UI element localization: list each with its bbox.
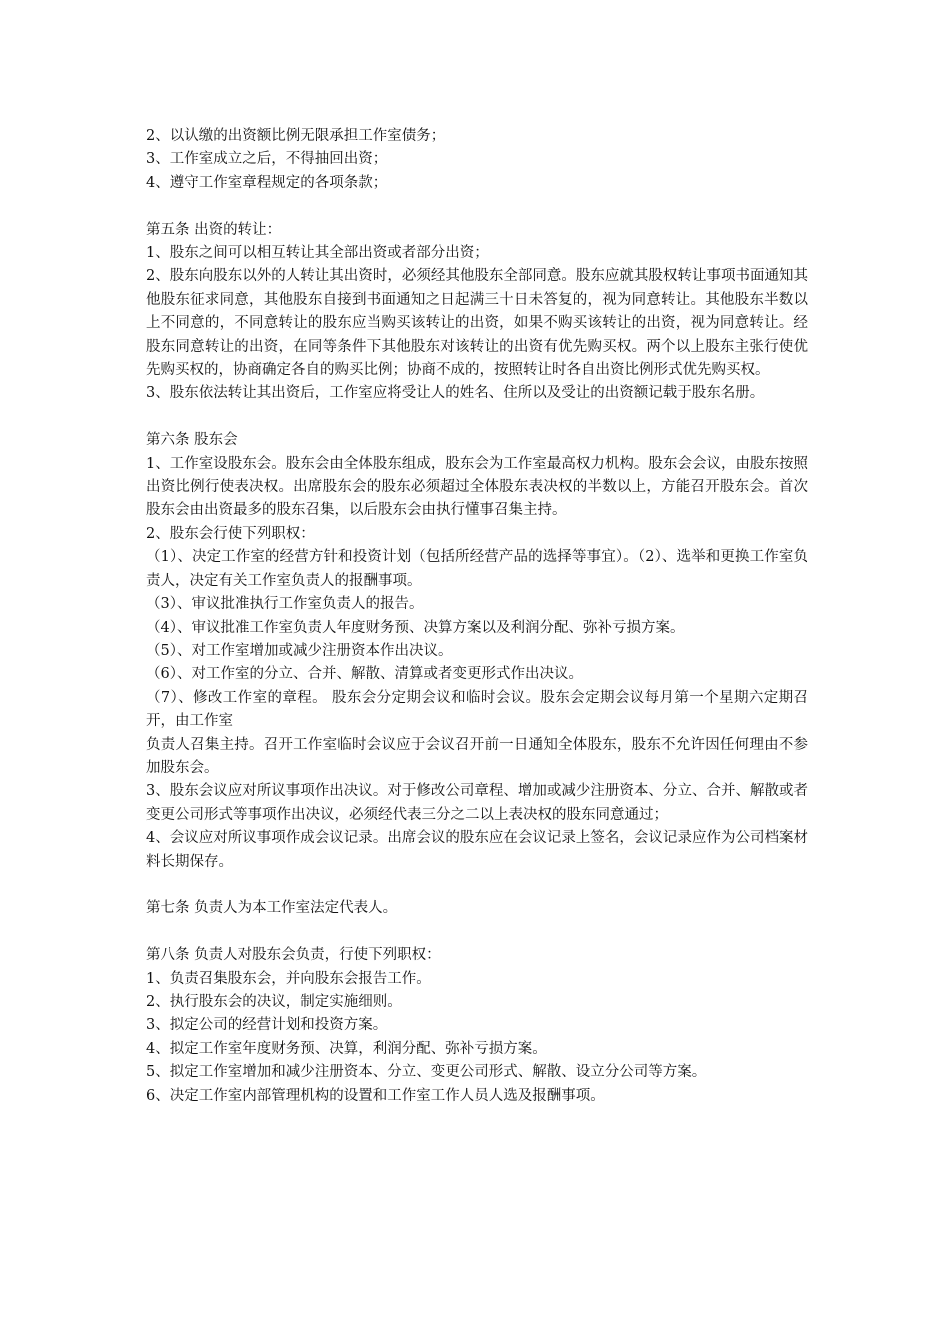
paragraph: 第五条 出资的转让： xyxy=(146,221,282,238)
paragraph: 3、股东依法转让其出资后，工作室应将受让人的姓名、住所以及受让的出资额记载于股东名册。 xyxy=(146,385,765,402)
paragraph: 3、工作室成立之后，不得抽回出资； xyxy=(146,151,388,168)
paragraph: 第六条 股东会 xyxy=(146,432,238,449)
paragraph: 负责人召集主持。召开工作室临时会议应于会议召开前一日通知全体股东，股东不允许因任何理由不参加股东会。 xyxy=(146,736,808,776)
paragraph: 1、负责召集股东会，并向股东会报告工作。 xyxy=(146,970,431,987)
paragraph: （6）、对工作室的分立、合并、解散、清算或者变更形式作出决议。 xyxy=(146,666,583,683)
paragraph: 3、拟定公司的经营计划和投资方案。 xyxy=(146,1017,388,1034)
paragraph: 6、决定工作室内部管理机构的设置和工作室工作人员人选及报酬事项。 xyxy=(146,1087,605,1104)
paragraph-spacer xyxy=(146,874,808,897)
paragraph: （1）、决定工作室的经营方针和投资计划（包括所经营产品的选择等事宜）。（2）、选举和更换工作室负责人，决定有关工作室负责人的报酬事项。 xyxy=(146,549,808,589)
paragraph: 1、股东之间可以相互转让其全部出资或者部分出资； xyxy=(146,245,489,262)
document-body xyxy=(146,125,808,1108)
paragraph: （7）、修改工作室的章程。 股东会分定期会议和临时会议。股东会定期会议每月第一个星期六定期召开，由工作室 xyxy=(146,689,808,730)
paragraph: 2、执行股东会的决议，制定实施细则。 xyxy=(146,993,402,1010)
paragraph-spacer xyxy=(146,195,808,218)
paragraph: （3）、审议批准执行工作室负责人的报告。 xyxy=(146,596,424,613)
paragraph: 4、拟定工作室年度财务预、决算，利润分配、弥补亏损方案。 xyxy=(146,1040,547,1057)
paragraph: 4、遵守工作室章程规定的各项条款； xyxy=(146,174,388,191)
paragraph: 4、会议应对所议事项作成会议记录。出席会议的股东应在会议记录上签名，会议记录应作为公司档案材料长期保存。 xyxy=(146,830,808,870)
paragraph: 1、工作室设股东会。股东会由全体股东组成，股东会为工作室最高权力机构。股东会会议，由股东按照出资比例行使表决权。出席股东会的股东必须超过全体股东表决权的半数以上，方能召开股东会。首次股东会由出资最多的股东召集，以后股东会由执行懂事召集主持。 xyxy=(146,455,808,519)
paragraph-spacer xyxy=(146,921,808,944)
paragraph: 第八条 负责人对股东会负责，行使下列职权： xyxy=(146,947,441,964)
paragraph: （5）、对工作室增加或减少注册资本作出决议。 xyxy=(146,642,453,659)
paragraph: 5、拟定工作室增加和减少注册资本、分立、变更公司形式、解散、设立分公司等方案。 xyxy=(146,1064,707,1081)
paragraph: 第七条 负责人为本工作室法定代表人。 xyxy=(146,900,398,917)
paragraph: 2、以认缴的出资额比例无限承担工作室债务； xyxy=(146,128,446,144)
paragraph-spacer xyxy=(146,406,808,429)
paragraph: （4）、审议批准工作室负责人年度财务预、决算方案以及利润分配、弥补亏损方案。 xyxy=(146,619,685,636)
paragraph: 2、股东向股东以外的人转让其出资时，必须经其他股东全部同意。股东应就其股权转让事项书面通知其他股东征求同意，其他股东自接到书面通知之日起满三十日未答复的，视为同意转让。其他股东半数以上不同意的，不同意转让的股东应当购买该转让的出资，如果不购买该转让的出资，视为同意转让。经股东同意转让的出资，在同等条件下其他股东对该转让的出资有优先购买权。两个以上股东主张行使优先购买权的，协商确定各自的购买比例；协商不成的，按照转让时各自出资比例形式优先购买权。 xyxy=(146,268,808,379)
paragraph: 2、股东会行使下列职权： xyxy=(146,525,315,542)
paragraph: 3、股东会议应对所议事项作出决议。对于修改公司章程、增加或减少注册资本、分立、合并、解散或者变更公司形式等事项作出决议，必须经代表三分之二以上表决权的股东同意通过； xyxy=(146,783,808,823)
